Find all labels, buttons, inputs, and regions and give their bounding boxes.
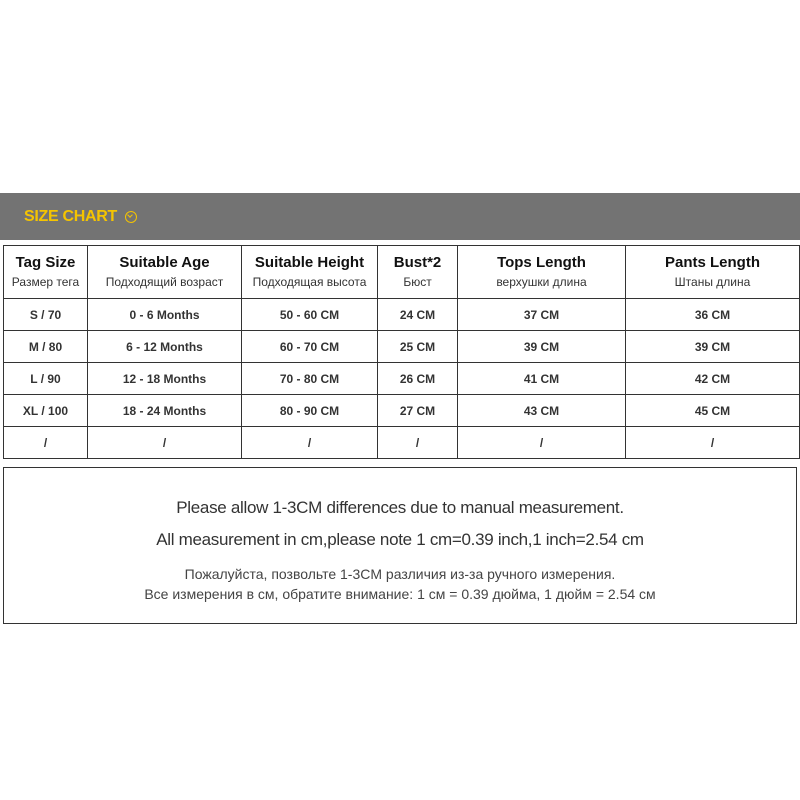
table-cell: 60 - 70 CM — [242, 331, 378, 363]
table-cell: 26 CM — [378, 363, 458, 395]
table-cell: 24 CM — [378, 299, 458, 331]
size-table — [3, 245, 800, 459]
table-cell: 39 CM — [626, 331, 800, 363]
table-header-row — [4, 246, 800, 299]
table-cell: 70 - 80 CM — [242, 363, 378, 395]
circle-chevron-down-icon — [125, 211, 137, 223]
table-cell: 6 - 12 Months — [88, 331, 242, 363]
table-cell: 42 CM — [626, 363, 800, 395]
table-cell: 18 - 24 Months — [88, 395, 242, 427]
table-row — [4, 299, 800, 331]
table-row — [4, 363, 800, 395]
note-russian-line-1: Пожалуйста, позвольте 1-3CM различия из-за ручного измерения. — [184, 566, 616, 582]
table-cell: 50 - 60 CM — [242, 299, 378, 331]
table-cell: 0 - 6 Months — [88, 299, 242, 331]
table-cell: XL / 100 — [4, 395, 88, 427]
table-cell: / — [458, 427, 626, 459]
table-cell: / — [242, 427, 378, 459]
note-english-line-2: All measurement in cm,please note 1 cm=0.39 inch,1 inch=2.54 cm — [156, 530, 644, 549]
table-row — [4, 395, 800, 427]
size-chart-banner — [0, 193, 800, 240]
table-cell: 25 CM — [378, 331, 458, 363]
table-cell: 27 CM — [378, 395, 458, 427]
table-row — [4, 331, 800, 363]
table-cell: / — [88, 427, 242, 459]
header-tops-length: Tops Length верхушки длина — [458, 246, 626, 299]
table-cell: L / 90 — [4, 363, 88, 395]
table-cell: / — [626, 427, 800, 459]
header-suitable-age: Suitable Age Подходящий возраст — [88, 246, 242, 299]
table-cell: 43 CM — [458, 395, 626, 427]
table-cell: / — [4, 427, 88, 459]
table-cell: 45 CM — [626, 395, 800, 427]
table-cell: 80 - 90 CM — [242, 395, 378, 427]
table-cell: / — [378, 427, 458, 459]
header-suitable-height: Suitable Height Подходящая высота — [242, 246, 378, 299]
table-cell: S / 70 — [4, 299, 88, 331]
table-cell: 41 CM — [458, 363, 626, 395]
measurement-notes — [3, 467, 797, 624]
table-row — [4, 427, 800, 459]
header-bust: Bust*2 Бюст — [378, 246, 458, 299]
table-cell: 37 CM — [458, 299, 626, 331]
table-cell: M / 80 — [4, 331, 88, 363]
table-cell: 39 CM — [458, 331, 626, 363]
table-cell: 36 CM — [626, 299, 800, 331]
table-cell: 12 - 18 Months — [88, 363, 242, 395]
header-tag-size: Tag Size Размер тега — [4, 246, 88, 299]
note-russian-line-2: Все измерения в см, обратите внимание: 1 см = 0.39 дюйма, 1 дюйм = 2.54 см — [144, 586, 656, 602]
banner-title: SIZE CHART — [24, 207, 118, 225]
note-english-line-1: Please allow 1-3CM differences due to manual measurement. — [176, 498, 624, 517]
header-pants-length: Pants Length Штаны длина — [626, 246, 800, 299]
